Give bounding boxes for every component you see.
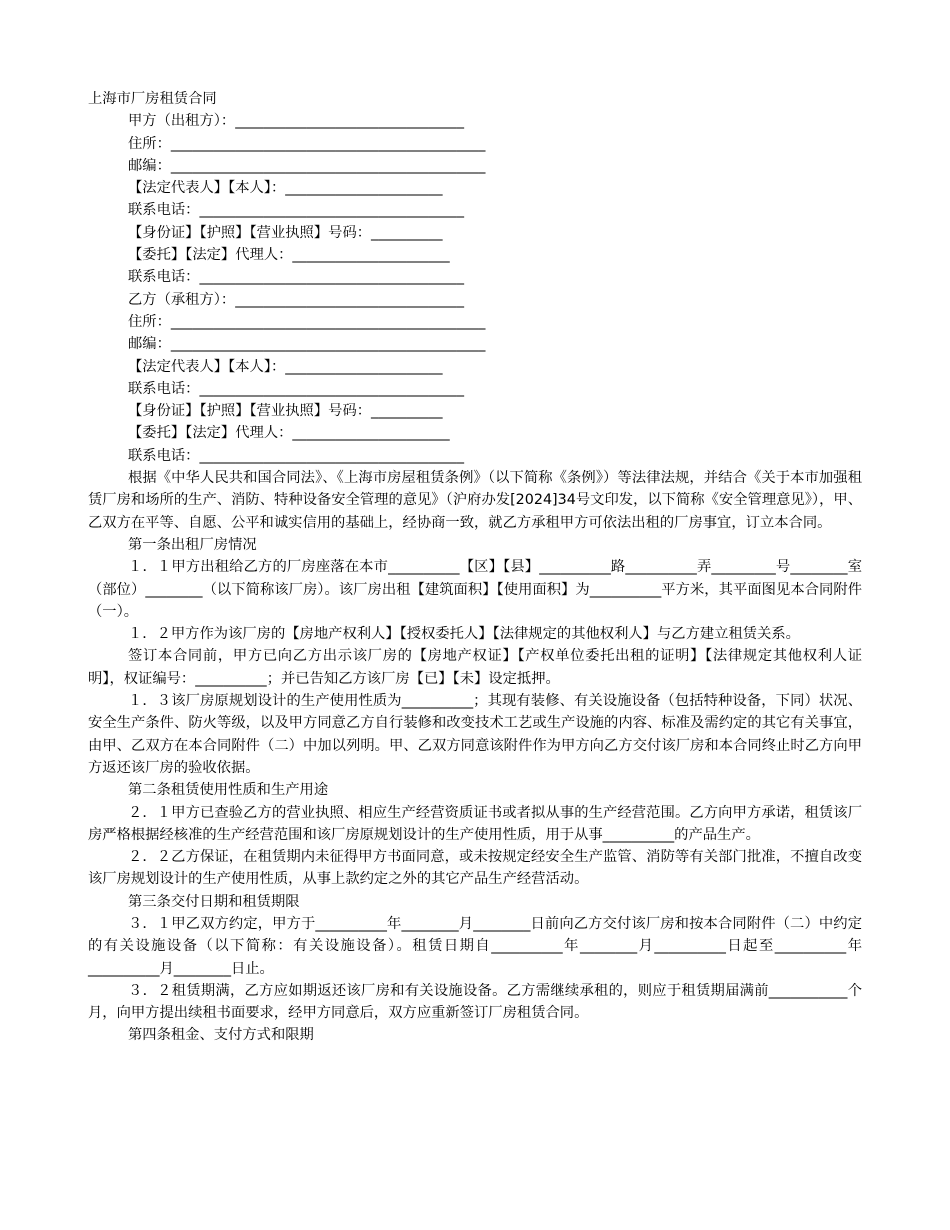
lessor-party-field: 甲方（出租方）：________________________________	[128, 113, 464, 130]
clause-1-1: １．１甲方出租给乙方的厂房座落在本市__________【区】【县】__________路__________弄_________号________室（部位）________（以下简称该厂房）。该厂房出租【建筑面积】【使用面积】为__________平方米，其平面图见本合同附件（一）。	[88, 559, 862, 620]
document-title: 上海市厂房租赁合同	[88, 91, 217, 107]
lessor-agent-phone-field: 联系电话：_____________________________________	[128, 269, 464, 286]
clause-1-3: １．３该厂房原规划设计的生产使用性质为__________；其现有装修、有关设施设备（包括特种设备，下同）状况、安全生产条件、防火等级，以及甲方同意乙方自行装修和改变技术工艺或生产设施的内容、标准及需约定的其它有关事宜，由甲、乙双方在本合同附件（二）中加以列明。甲、乙双方同意该附件作为甲方向乙方交付该厂房和本合同终止时乙方向甲方返还该厂房的验收依据。	[88, 693, 862, 776]
lessee-agent-phone-field: 联系电话：_____________________________________	[128, 447, 464, 464]
lessee-representative-field: 【法定代表人】【本人】：______________________	[128, 358, 443, 375]
lessor-id-number-field: 【身份证】【护照】【营业执照】号码：__________	[128, 224, 443, 241]
clause-2-1: ２．１甲方已查验乙方的营业执照、相应生产经营资质证书或者拟从事的生产经营范围。乙方向甲方承诺，租赁该厂房严格根据经核准的生产经营范围和该厂房原规划设计的生产使用性质，用于从事__________的产品生产。	[88, 804, 862, 843]
article-4-heading: 第四条租金、支付方式和限期	[128, 1027, 314, 1044]
lessee-party-field: 乙方（承租方）：________________________________	[128, 291, 464, 308]
preamble-paragraph: 根据《中华人民共和国合同法》、《上海市房屋租赁条例》（以下简称《条例》）等法律法规，并结合《关于本市加强租赁厂房和场所的生产、消防、特种设备安全管理的意见》（沪府办发[2024]34号文印发，以下简称《安全管理意见》），甲、乙双方在平等、自愿、公平和诚实信用的基础上，经协商一致，就乙方承租甲方可依法出租的厂房事宜，订立本合同。	[88, 470, 862, 531]
article-3-heading: 第三条交付日期和租赁期限	[128, 893, 300, 910]
article-2-heading: 第二条租赁使用性质和生产用途	[128, 782, 329, 799]
clause-1-2: １．２甲方作为该厂房的【房地产权利人】【授权委托人】【法律规定的其他权利人】与乙方建立租赁关系。	[128, 626, 800, 643]
clause-1-2-note: 签订本合同前，甲方已向乙方出示该厂房的【房地产权证】【产权单位委托出租的证明】【法律规定其他权利人证明】，权证编号：__________；并已告知乙方该厂房【已】【未】设定抵押。	[88, 648, 862, 687]
lessee-address-field: 住所：____________________________________________	[128, 313, 486, 330]
article-1-heading: 第一条出租厂房情况	[128, 536, 257, 553]
clause-2-2: ２．２乙方保证，在租赁期内未征得甲方书面同意，或未按规定经安全生产监管、消防等有关部门批准，不擅自改变该厂房规划设计的生产使用性质，从事上款约定之外的其它产品生产经营活动。	[88, 849, 862, 888]
clause-3-2: ３．２租赁期满，乙方应如期返还该厂房和有关设施设备。乙方需继续承租的，则应于租赁期届满前___________个月，向甲方提出续租书面要求，经甲方同意后，双方应重新签订厂房租赁合同。	[88, 982, 862, 1022]
lessee-postcode-field: 邮编：____________________________________________	[128, 336, 486, 353]
lessor-agent-field: 【委托】【法定】代理人：______________________	[128, 247, 450, 264]
clause-3-1: ３．１甲乙双方约定，甲方于__________年________月________日前向乙方交付该厂房和按本合同附件（二）中约定的有关设施设备（以下简称：有关设施设备）。租赁日期自__________年________月__________日起至__________年__________月________日止。	[88, 915, 862, 977]
lessor-phone-field: 联系电话：_____________________________________	[128, 202, 464, 219]
lessee-phone-field: 联系电话：_____________________________________	[128, 380, 464, 397]
lessor-representative-field: 【法定代表人】【本人】：______________________	[128, 180, 443, 197]
lessor-postcode-field: 邮编：____________________________________________	[128, 157, 486, 174]
lessor-address-field: 住所：____________________________________________	[128, 135, 486, 152]
lessee-agent-field: 【委托】【法定】代理人：______________________	[128, 425, 450, 442]
lessee-id-number-field: 【身份证】【护照】【营业执照】号码：__________	[128, 403, 443, 420]
